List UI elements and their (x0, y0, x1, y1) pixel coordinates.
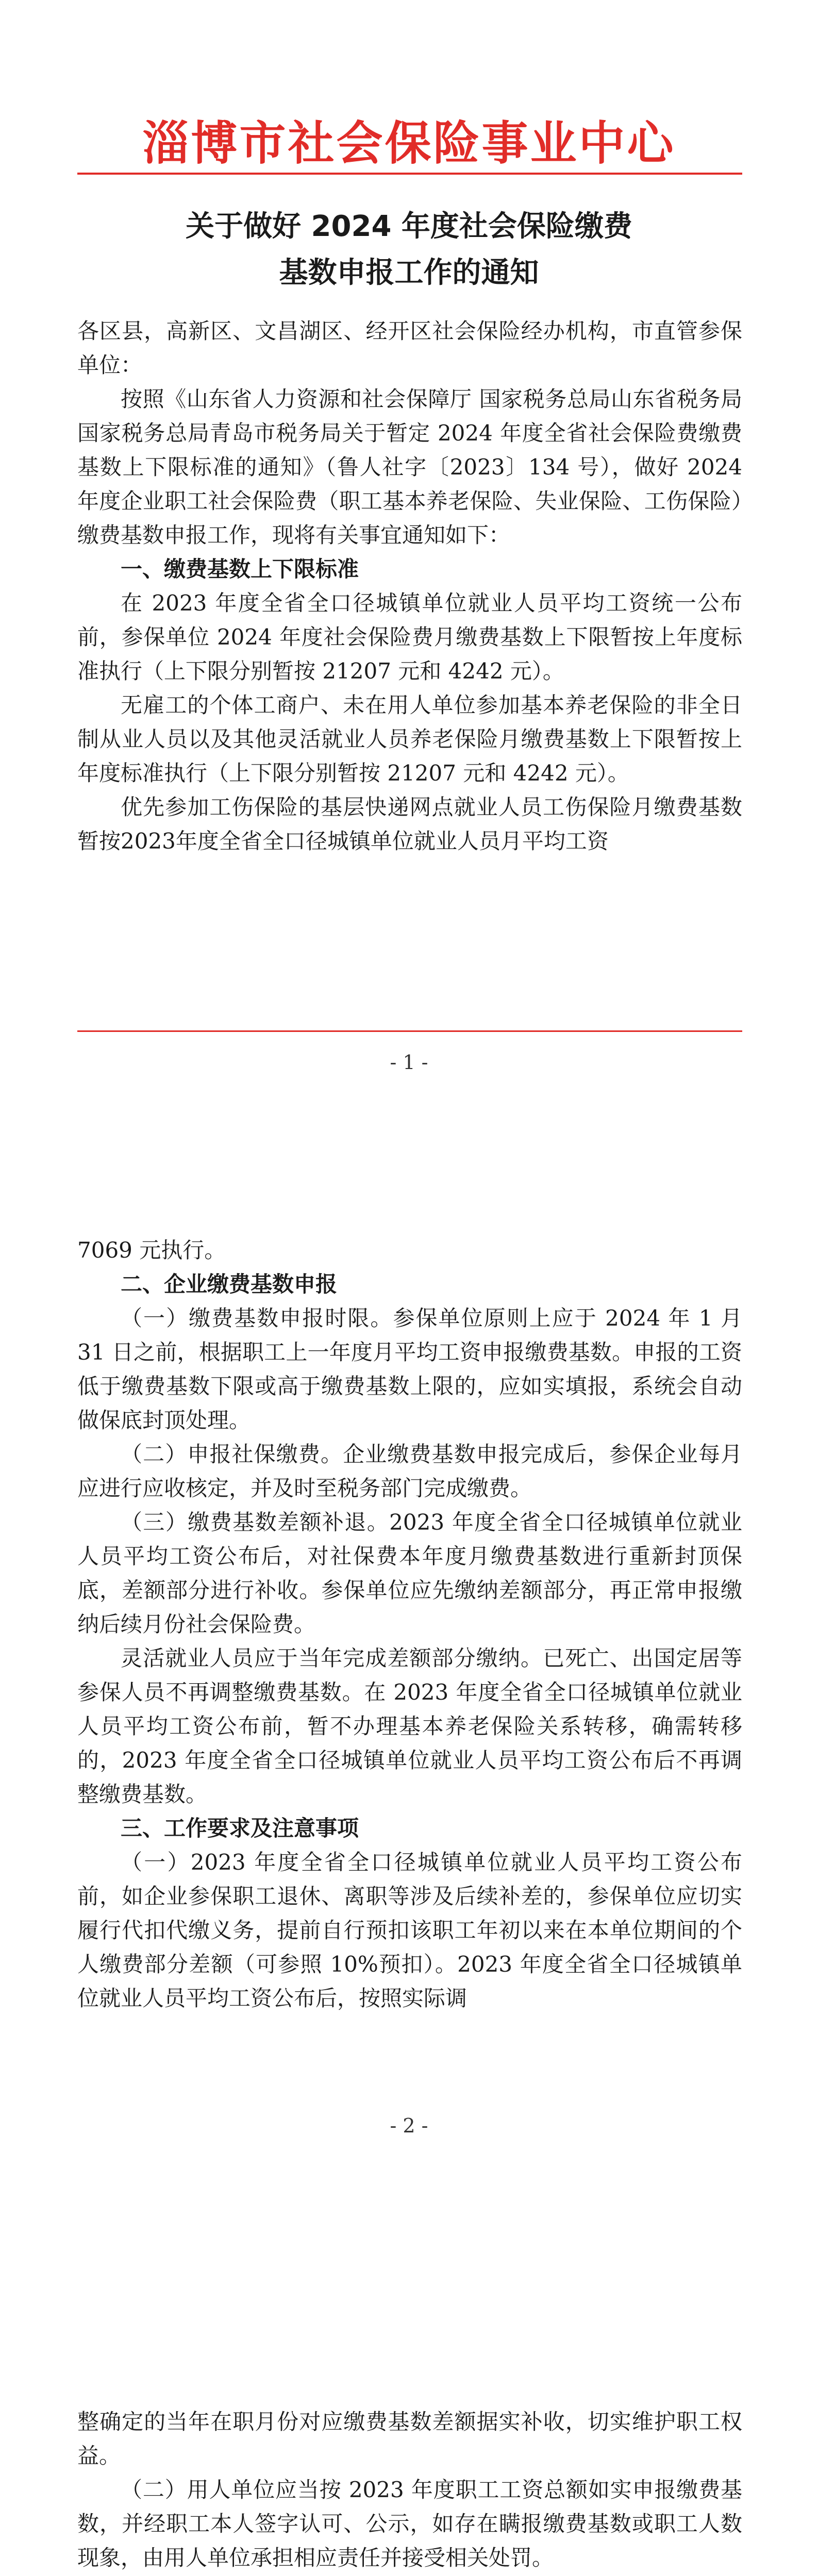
section-3-paragraph-1: （一）2023 年度全省全口径城镇单位就业人员平均工资公布前，如企业参保职工退休、离职等涉及后续补差的，参保单位应切实履行代扣代缴义务，提前自行预扣该职工年初以来在本单位期间的个人缴费部分差额（可参照 10%预扣）。2023 年度全省全口径城镇单位就业人员平均工资公布后，按照实际调 (77, 1850, 742, 2011)
section-1-paragraph-2: 无雇工的个体工商户、未在用人单位参加基本养老保险的非全日制从业人员以及其他灵活就业人员养老保险月缴费基数上下限暂按上年度标准执行（上下限分别暂按 21207 元和 4242 元）。 (77, 692, 742, 786)
page-3-body (77, 2405, 742, 2576)
salutation: 各区县，高新区、文昌湖区、经开区社会保险经办机构，市直管参保单位： (77, 318, 742, 378)
section-2-paragraph-2: （二）申报社保缴费。企业缴费基数申报完成后，参保企业每月应进行应收核定，并及时至税务部门完成缴费。 (77, 1442, 742, 1501)
section-2-paragraph-1: （一）缴费基数申报时限。参保单位原则上应于 2024 年 1 月 31 日之前，根据职工上一年度月平均工资申报缴费基数。申报的工资低于缴费基数下限或高于缴费基数上限的，应如实填报，系统会自动做保底封顶处理。 (77, 1306, 742, 1433)
section-2-paragraph-4: 灵活就业人员应于当年完成差额部分缴纳。已死亡、出国定居等参保人员不再调整缴费基数。在 2023 年度全省全口径城镇单位就业人员平均工资公布前，暂不办理基本养老保险关系转移，确需转移的，2023 年度全省全口径城镇单位就业人员平均工资公布后不再调整缴费基数。 (77, 1646, 742, 1807)
page-2 (0, 1156, 818, 2312)
section-1-paragraph-3-cont: 7069 元执行。 (77, 1238, 226, 1263)
doc-title-line1: 关于做好 2024 年度社会保险缴费 (186, 210, 632, 243)
section-3-paragraph-2: （二）用人单位应当按 2023 年度职工工资总额如实申报缴费基数，并经职工本人签字认可、公示，如存在瞒报缴费基数或职工人数现象，由用人单位承担相应责任并接受相关处罚。 (77, 2477, 742, 2570)
red-divider (77, 173, 742, 175)
page-number-2: - 2 - (390, 2114, 428, 2137)
red-footer-rule (77, 1030, 742, 1032)
intro-paragraph: 按照《山东省人力资源和社会保障厅 国家税务总局山东省税务局 国家税务总局青岛市税务局关于暂定 2024 年度全省社会保险费缴费基数上下限标准的通知》（鲁人社字〔2023〕134 号），做好 2024 年度企业职工社会保险费（职工基本养老保险、失业保险、工伤保险）缴费基数申报工作，现将有关事宜通知如下： (77, 386, 742, 548)
section-1-paragraph-3: 优先参加工伤保险的基层快递网点就业人员工伤保险月缴费基数暂按2023年度全省全口径城镇单位就业人员月平均工资 (77, 794, 742, 854)
page-1-body (77, 314, 742, 858)
red-header: 淄博市社会保险事业中心 (142, 116, 676, 171)
section-2-paragraph-3: （三）缴费基数差额补退。2023 年度全省全口径城镇单位就业人员平均工资公布后，对社保费本年度月缴费基数进行重新封顶保底，差额部分进行补收。参保单位应先缴纳差额部分，再正常申报缴纳后续月份社会保险费。 (77, 1510, 742, 1637)
doc-title-line2: 基数申报工作的通知 (279, 256, 539, 290)
section-3-paragraph-1-cont: 整确定的当年在职月份对应缴费基数差额据实补收，切实维护职工权益。 (77, 2409, 742, 2468)
page-3 (0, 2312, 818, 2576)
section-3-heading: 三、工作要求及注意事项 (121, 1816, 359, 1841)
page-2-body (77, 1233, 742, 2015)
section-1-paragraph-1: 在 2023 年度全省全口径城镇单位就业人员平均工资统一公布前，参保单位 2024 年度社会保险费月缴费基数上下限暂按上年度标准执行（上下限分别暂按 21207 元和 4242 元）。 (77, 590, 742, 684)
page-1 (0, 0, 818, 1156)
section-2-heading: 二、企业缴费基数申报 (121, 1272, 338, 1297)
page-number-1: - 1 - (390, 1051, 428, 1074)
section-1-heading: 一、缴费基数上下限标准 (121, 556, 359, 582)
